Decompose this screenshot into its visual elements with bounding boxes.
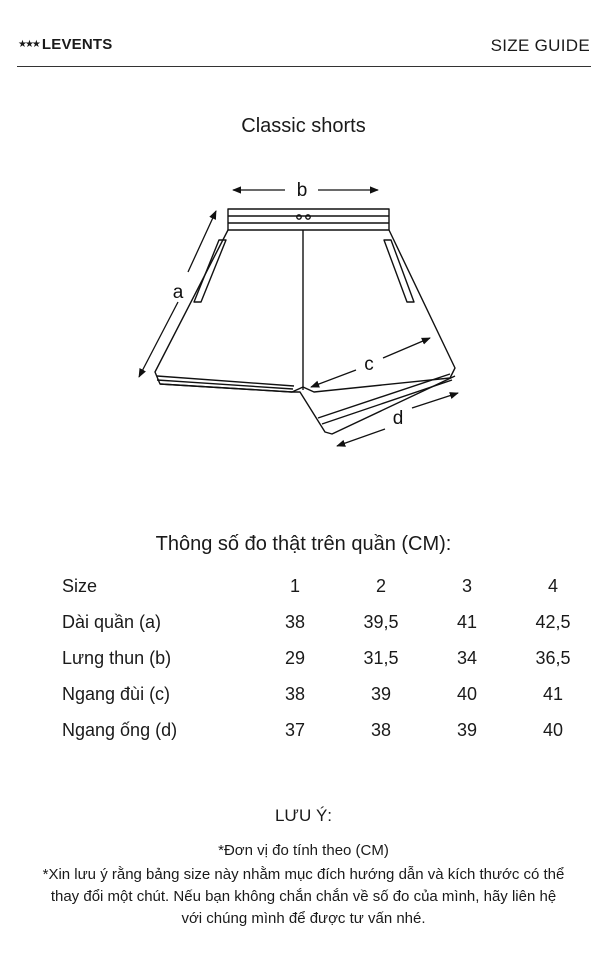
- note-unit: *Đơn vị đo tính theo (CM): [218, 842, 389, 859]
- cell-value: 34: [456, 647, 478, 668]
- header-label: Size: [62, 575, 98, 596]
- note-title: LƯU Ý:: [274, 806, 333, 825]
- row-label: Ngang ống (d): [62, 719, 178, 740]
- arrow-d-right: [412, 393, 458, 408]
- header: [0, 0, 607, 68]
- shorts-diagram: [120, 170, 470, 460]
- row-label: Ngang đùi (c): [62, 683, 171, 704]
- row-label: Lưng thun (b): [62, 647, 172, 668]
- header-divider: [17, 66, 591, 67]
- arrow-c-right: [383, 338, 430, 358]
- size-3: 3: [461, 575, 472, 596]
- label-a: a: [172, 282, 184, 303]
- cell-value: 29: [284, 647, 306, 668]
- cell-value: 38: [370, 719, 392, 740]
- note-body: *Xin lưu ý rằng bảng size này nhằm mục đích hướng dẫn và kích thước có thể thay đổi một chút. Nếu bạn không chắn chắn về số đo của mình, hãy liên hệ với chúng mình để được tư vấn nhé.: [42, 866, 565, 927]
- cell-value: 40: [456, 683, 478, 704]
- size-1: 1: [289, 575, 300, 596]
- arrow-c-left: [311, 370, 356, 387]
- brand-name: LEVENTS: [41, 36, 113, 53]
- shorts-outline: [155, 209, 455, 434]
- row-label: Dài quần (a): [62, 611, 162, 632]
- table-row: [52, 640, 596, 676]
- cell-value: 38: [284, 683, 306, 704]
- table-row: [52, 604, 596, 640]
- label-c: c: [364, 354, 374, 375]
- table-row: [52, 676, 596, 712]
- cell-value: 31,5: [363, 647, 399, 668]
- arrow-d-left: [337, 429, 385, 446]
- cell-value: 37: [284, 719, 306, 740]
- cell-value: 41: [456, 611, 478, 632]
- table-row: [52, 712, 596, 748]
- page-label: SIZE GUIDE: [490, 36, 590, 55]
- logo-stars-icon: ★★★: [18, 39, 39, 50]
- cell-value: 39,5: [363, 611, 399, 632]
- size-table: [52, 568, 596, 748]
- cell-value: 41: [542, 683, 564, 704]
- cell-value: 36,5: [535, 647, 571, 668]
- size-4: 4: [547, 575, 558, 596]
- product-title: Classic shorts: [241, 115, 366, 137]
- cell-value: 42,5: [535, 611, 571, 632]
- cell-value: 39: [456, 719, 478, 740]
- measurement-arrows: [139, 190, 458, 446]
- table-header-row: [52, 568, 596, 604]
- table-title: Thông số đo thật trên quần (CM):: [155, 533, 452, 555]
- cell-value: 40: [542, 719, 564, 740]
- label-d: d: [392, 408, 404, 429]
- label-b: b: [296, 180, 308, 201]
- cell-value: 39: [370, 683, 392, 704]
- size-2: 2: [375, 575, 386, 596]
- cell-value: 38: [284, 611, 306, 632]
- brand-logo[interactable]: [18, 36, 112, 53]
